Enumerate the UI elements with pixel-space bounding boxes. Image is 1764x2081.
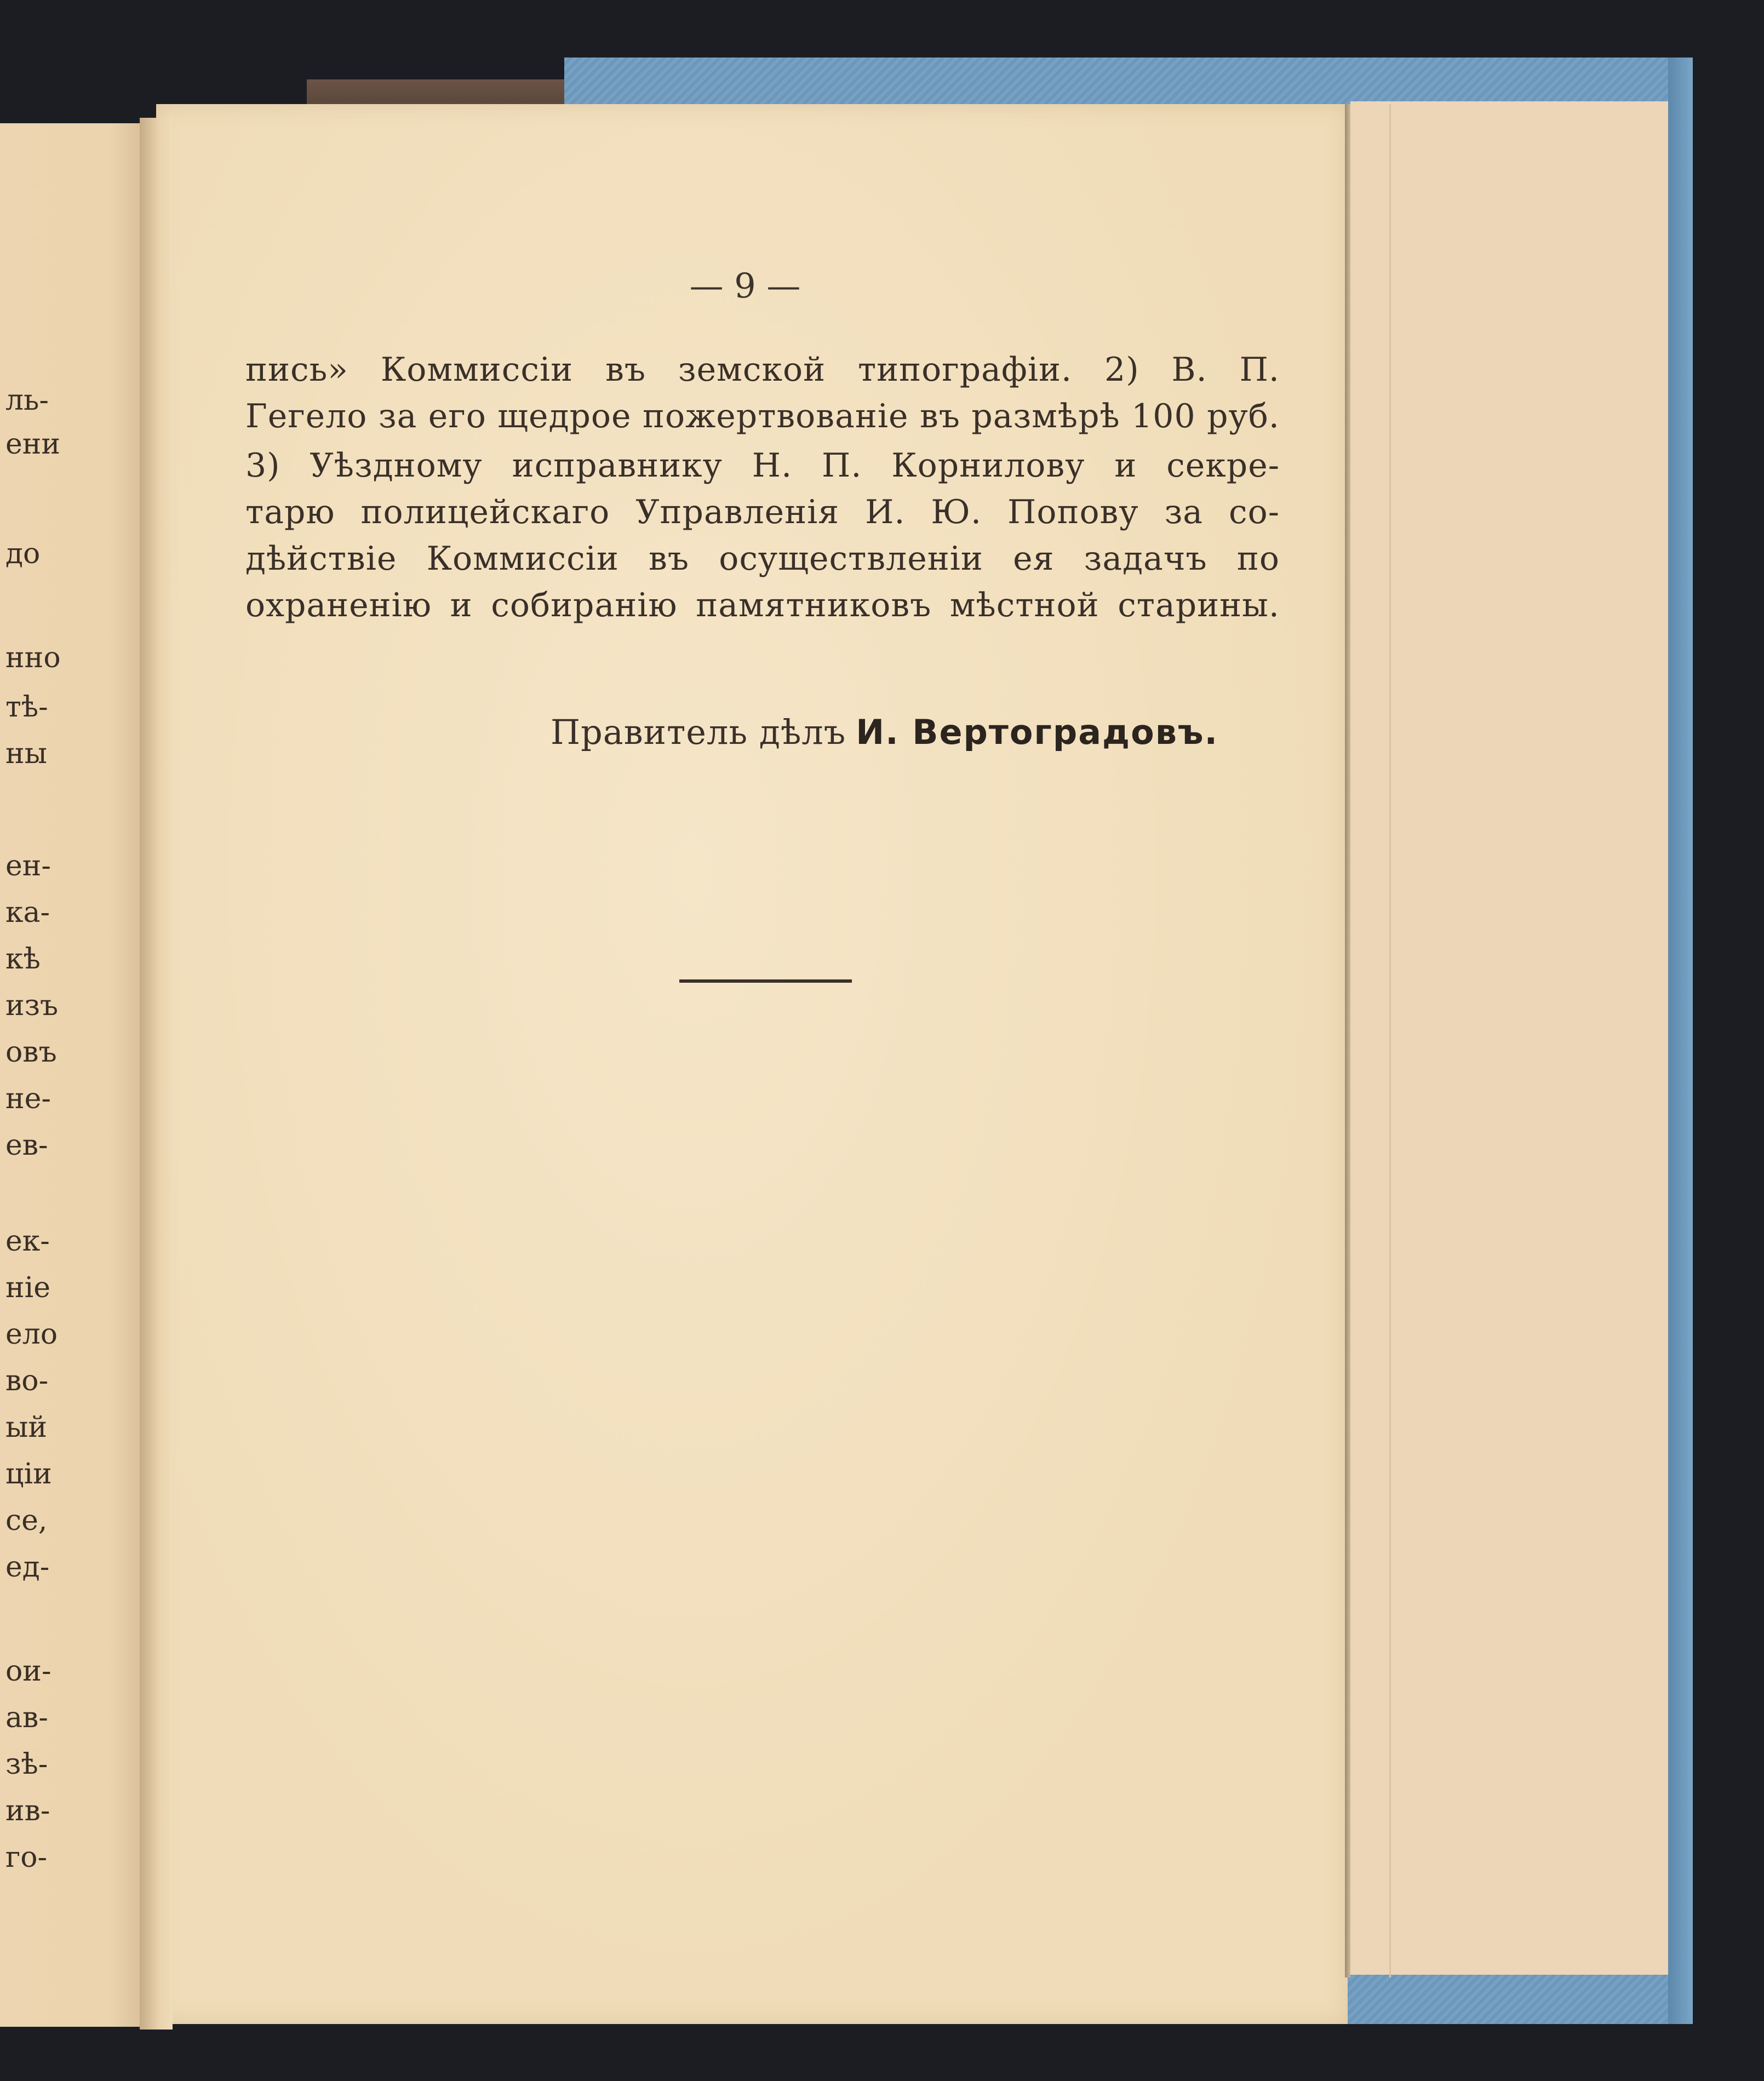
left-page-fragment: зѣ- (5, 1748, 48, 1781)
left-page-fragment: изъ (5, 989, 59, 1022)
left-page-fragment: ек- (5, 1225, 50, 1258)
left-page-fragment: кѣ (5, 943, 41, 976)
left-page (0, 123, 156, 2027)
left-page-fragment: ои- (5, 1655, 51, 1688)
left-page-fragment: ив- (5, 1795, 50, 1827)
left-page-fragment: ав- (5, 1701, 48, 1734)
left-page-fragment: ціи (5, 1458, 52, 1490)
signature-title: Правитель дѣлъ (551, 712, 846, 752)
gutter (140, 118, 173, 2030)
page-edge (1345, 104, 1350, 1977)
book-cover-edge (1668, 58, 1693, 2024)
left-page-fragment: во- (5, 1365, 49, 1397)
left-page-fragment: ль- (5, 384, 49, 417)
main-page (156, 104, 1348, 2024)
left-page-fragment: ед- (5, 1551, 50, 1584)
left-page-fragment: ев- (5, 1129, 48, 1162)
left-page-fragment: овъ (5, 1036, 57, 1069)
signature-name: И. Вертоградовъ. (856, 712, 1219, 752)
left-page-fragment: ніе (5, 1271, 51, 1304)
left-page-fragment: ны (5, 737, 48, 770)
left-page-fragment: не- (5, 1082, 51, 1115)
left-page-fragment: тѣ- (5, 691, 48, 724)
left-page-fragment: ка- (5, 896, 50, 929)
left-page-fragment: ен- (5, 850, 51, 882)
left-page-fragment: ени (5, 428, 61, 461)
closing-rule (679, 979, 852, 983)
body-text-line: охраненію и собиранію памятниковъ мѣстной старины. (245, 586, 1280, 624)
signature (551, 712, 1219, 752)
body-text-line: тарю полицейскаго Управленія И. Ю. Попову за со- (245, 493, 1280, 531)
flyleaf (1350, 101, 1668, 1975)
body-text-line: 3) Уѣздному исправнику Н. П. Корнилову и секре- (245, 446, 1280, 485)
left-page-fragment: ело (5, 1318, 58, 1351)
left-page-fragment: го- (5, 1841, 48, 1874)
left-page-fragment: се, (5, 1504, 48, 1537)
left-page-fragment: ый (5, 1411, 48, 1444)
body-text-line: пись» Коммиссіи въ земской типографіи. 2) В. П. (245, 351, 1280, 389)
body-text-line: Гегело за его щедрое пожертвованіе въ размѣрѣ 100 руб. (245, 397, 1280, 435)
left-page-fragment: нно (5, 641, 61, 674)
flyleaf-fold (1389, 104, 1391, 1977)
page-number: — 9 — (689, 266, 801, 306)
body-text-line: дѣйствіе Коммиссіи въ осуществленіи ея задачъ по (245, 540, 1280, 578)
left-page-fragment: до (5, 537, 41, 570)
